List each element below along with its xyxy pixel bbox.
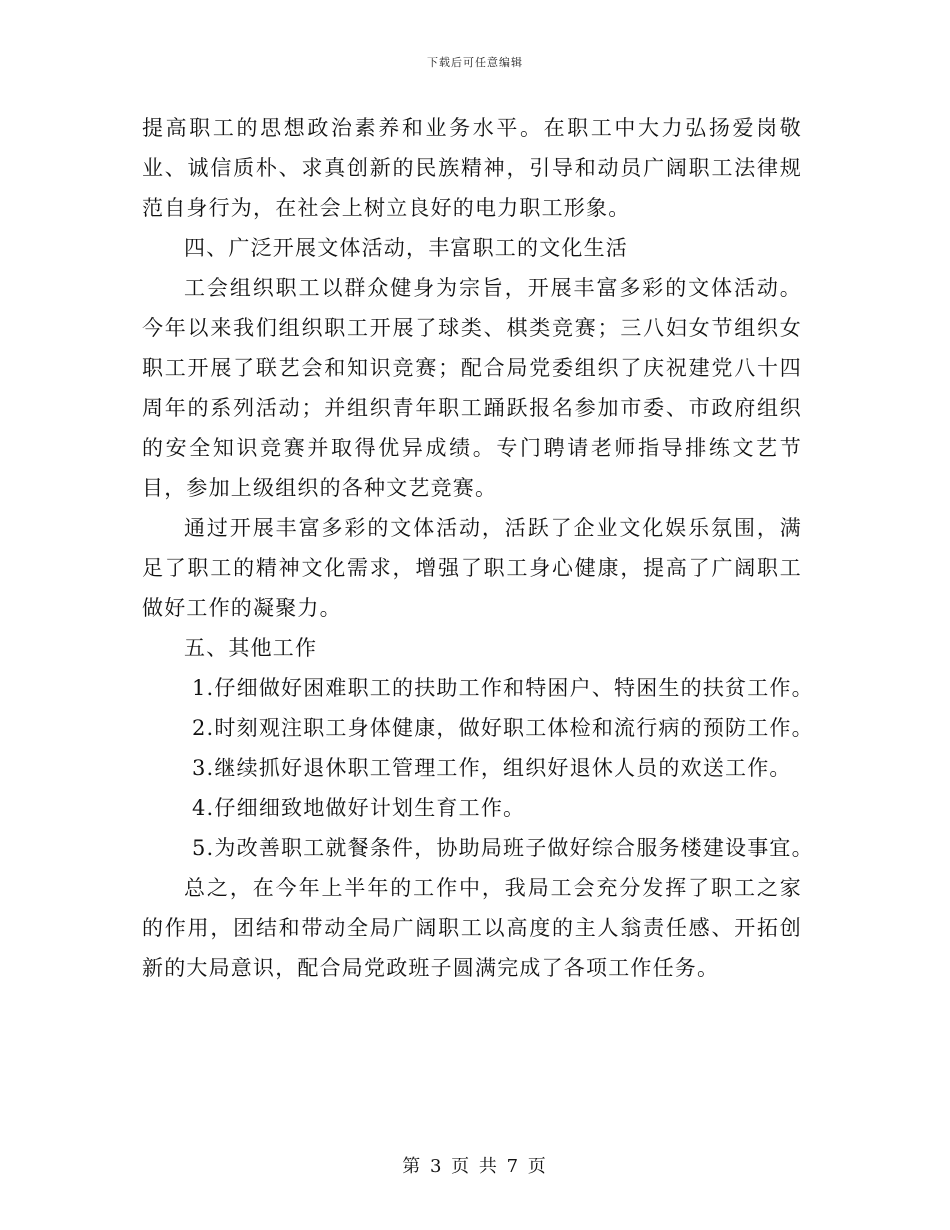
list-item: 2.时刻观注职工身体健康，做好职工体检和流行病的预防工作。 <box>192 716 814 740</box>
section-heading-5: 五、其他工作 <box>184 636 318 660</box>
page-number: 第 3 页 共 7 页 <box>402 1156 548 1177</box>
list-item: 4.仔细细致地做好计划生育工作。 <box>192 796 526 820</box>
header-note: 下载后可任意编辑 <box>427 56 523 69</box>
document-body <box>142 108 814 988</box>
paragraph-results: 通过开展丰富多彩的文体活动，活跃了企业文化娱乐氛围，满足了职工的精神文化需求，增强了职工身心健康，提高了广阔职工做好工作的凝聚力。 <box>142 516 802 620</box>
paragraph-continuation: 提高职工的思想政治素养和业务水平。在职工中大力弘扬爱岗敬业、诚信质朴、求真创新的民族精神，引导和动员广阔职工法律规范自身行为，在社会上树立良好的电力职工形象。 <box>142 116 802 220</box>
paragraph-activities: 工会组织职工以群众健身为宗旨，开展丰富多彩的文体活动。今年以来我们组织职工开展了球类、棋类竞赛；三八妇女节组织女职工开展了联艺会和知识竞赛；配合局党委组织了庆祝建党八十四周年的系列活动；并组织青年职工踊跃报名参加市委、市政府组织的安全知识竞赛并取得优异成绩。专门聘请老师指导排练文艺节目，参加上级组织的各种文艺竞赛。 <box>142 276 802 500</box>
list-item: 5.为改善职工就餐条件，协助局班子做好综合服务楼建设事宜。 <box>192 836 814 860</box>
list-item: 3.继续抓好退休职工管理工作，组织好退休人员的欢送工作。 <box>192 756 792 780</box>
list-item: 1.仔细做好困难职工的扶助工作和特困户、特困生的扶贫工作。 <box>192 676 814 700</box>
paragraph-conclusion: 总之，在今年上半年的工作中，我局工会充分发挥了职工之家的作用，团结和带动全局广阔职工以高度的主人翁责任感、开拓创新的大局意识，配合局党政班子圆满完成了各项工作任务。 <box>142 876 802 980</box>
other-work-list <box>142 668 814 868</box>
section-heading-4: 四、广泛开展文体活动，丰富职工的文化生活 <box>184 236 628 260</box>
